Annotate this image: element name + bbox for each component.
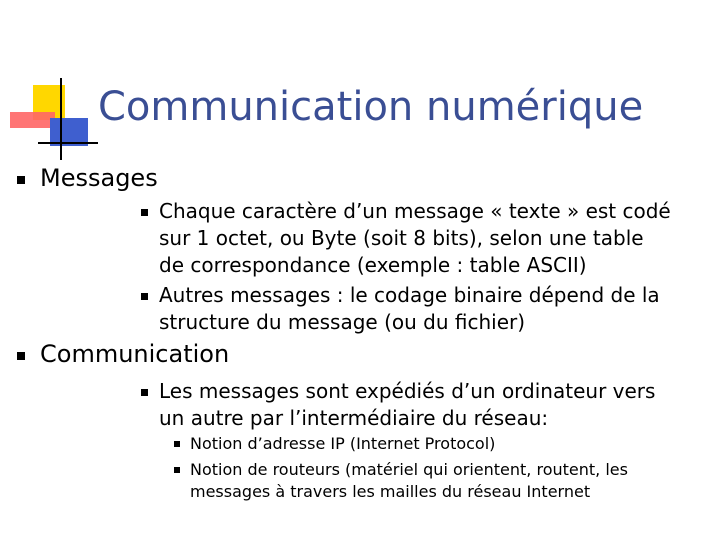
decor-vertical-line [60,78,62,160]
decor-horizontal-line [38,142,98,144]
bullet-label: Communication [40,340,230,368]
bullet-square-icon [174,441,180,447]
bullet-square-icon [17,352,25,360]
bullet-square-icon [141,389,148,396]
bullet-line: Notion d’adresse IP (Internet Protocol) [190,434,496,453]
bullet-line: messages à travers les mailles du réseau Internet [190,482,591,501]
bullet-square-icon [141,293,148,300]
bullet-line: sur 1 octet, ou Byte (soit 8 bits), selon une table [159,226,644,250]
bullet-line: structure du message (ou du fichier) [159,310,526,334]
bullet-square-icon [174,467,180,473]
bullet-square-icon [141,209,148,216]
bullet-line: de correspondance (exemple : table ASCII) [159,253,587,277]
bullet-line: Les messages sont expédiés d’un ordinateur vers [159,379,656,403]
bullet-line: Chaque caractère d’un message « texte » est codé [159,199,671,223]
bullet-line: un autre par l’intermédiaire du réseau: [159,406,549,430]
bullet-square-icon [17,176,25,184]
decor-red-bar [10,112,55,128]
bullet-label: Messages [40,164,158,192]
bullet-line: Autres messages : le codage binaire dépend de la [159,283,660,307]
bullet-line: Notion de routeurs (matériel qui orientent, routent, les [190,460,628,479]
slide-title: Communication numérique [98,84,644,130]
